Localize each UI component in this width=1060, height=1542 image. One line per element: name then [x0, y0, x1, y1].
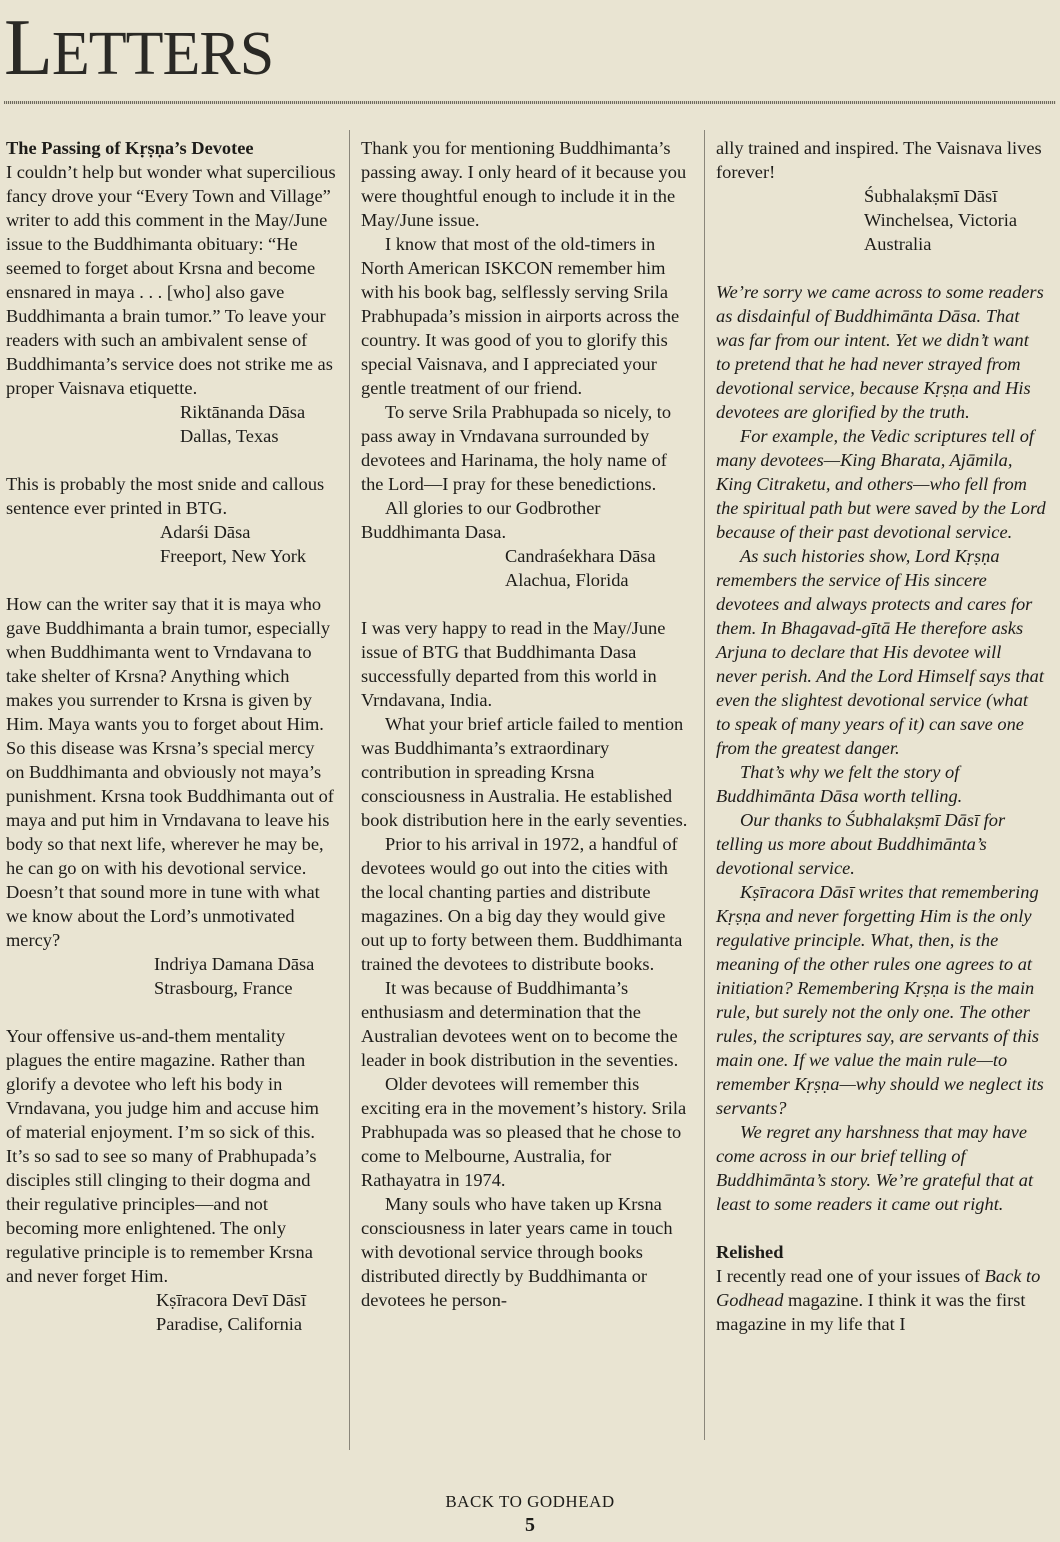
footer-magazine-name: BACK TO GODHEAD — [445, 1492, 615, 1511]
letter-text: I recently read one of your issues of — [716, 1266, 985, 1286]
letter-signature-name: Indriya Damana Dāsa — [154, 954, 315, 974]
column-divider — [349, 130, 350, 1450]
letter-body: To serve Srila Prabhupada so nicely, to pass away in Vrndavana surrounded by devotees and Harinama, the holy name of the Lord—I pray for these benedictions. — [361, 402, 672, 494]
letter-body — [716, 1264, 1046, 1336]
letter-body: Thank you for mentioning Buddhimanta’s passing away. I only heard of it because you were thoughtful enough to include it in the May/June issue. — [361, 138, 687, 230]
editor-reply: That’s why we felt the story of Buddhimānta Dāsa worth telling. — [716, 762, 963, 806]
letter-signature-name: Adarśi Dāsa — [160, 522, 251, 542]
letter-body: Prior to his arrival in 1972, a handful of devotees would go out into the cities with the local chanting parties and distribute magazines. On a big day they would give out up to forty between them. Buddhimanta trained the devotees to distribute books. — [361, 834, 683, 974]
column-3 — [716, 136, 1046, 1336]
letter-text: magazine. I think it was the first magazine in my life that I — [716, 1290, 1026, 1334]
column-2 — [361, 136, 691, 1312]
editor-reply: Our thanks to Śubhalakṣmī Dāsī for telling us more about Buddhimānta’s devotional service. — [716, 810, 1006, 878]
letter-signature-name: Śubhalakṣmī Dāsī — [864, 186, 998, 206]
letter-signature-place: Alachua, Florida — [505, 570, 629, 590]
letter-signature-name: Kṣīracora Devī Dāsī — [156, 1290, 307, 1310]
section-heading: Relished — [716, 1242, 784, 1262]
letter-body: Older devotees will remember this exciting era in the movement’s history. Srila Prabhupada was so pleased that he chose to come to Melbourne, Australia, for Rathayatra in 1974. — [361, 1074, 687, 1190]
section-heading: The Passing of Kṛṣṇa’s Devotee — [6, 138, 254, 158]
letter-body: All glories to our Godbrother Buddhimanta Dasa. — [361, 498, 601, 542]
letter-signature-name: Riktānanda Dāsa — [180, 402, 306, 422]
page-title-rest: ETTERS — [51, 20, 274, 88]
letter-body: How can the writer say that it is maya who gave Buddhimanta a brain tumor, especially when Buddhimanta went to Vrndavana to take shelter of Krsna? Anything which makes you surrender to Krsna is given by Him. Maya wants you to forget about Him. So this disease was Krsna’s special mercy on Buddhimanta and obviously not maya’s punishment. Krsna took Buddhimanta out of maya and put him in Vrndavana to leave his body so that next life, wherever he may be, he can go on with his devotional service. Doesn’t that sound more in tune with what we know about the Lord’s unmotivated mercy? — [6, 594, 334, 950]
letter-body: I know that most of the old-timers in North American ISKCON remember him with his book bag, selflessly serving Srila Prabhupada’s mission in airports across the country. It was good of you to glorify this special Vaisnava, and I appreciated your gentle treatment of our friend. — [361, 234, 680, 398]
editor-reply: For example, the Vedic scriptures tell of many devotees—King Bharata, Ajāmila, King Citraketu, and others—who fell from the spiritual path but were saved by the Lord because of their past devotional service. — [716, 426, 1046, 542]
page-title-initial: L — [4, 4, 52, 92]
letter-body: I couldn’t help but wonder what supercilious fancy drove your “Every Town and Village” writer to add this comment in the May/June issue to the Buddhimanta obituary: “He seemed to forget about Krsna and become ensnared in maya . . . [who] also gave Buddhimanta a brain tumor.” To leave your readers with such an ambivalent sense of Buddhimanta’s service does not strike me as proper Vaisnava etiquette. — [6, 162, 336, 398]
letter-signature-place: Strasbourg, France — [154, 978, 293, 998]
letter-signature-place: Australia — [864, 234, 932, 254]
editor-reply: We regret any harshness that may have come across in our brief telling of Buddhimānta’s story. We’re grateful that at least to some readers it came out right. — [716, 1122, 1034, 1214]
letter-signature-place: Dallas, Texas — [180, 426, 279, 446]
editor-reply: We’re sorry we came across to some readers as disdainful of Buddhimānta Dāsa. That was far from our intent. Yet we didn’t want to pretend that he had never strayed from devotional service, because Kṛṣṇa and His devotees are glorified by the truth. — [716, 282, 1044, 422]
letter-body: What your brief article failed to mention was Buddhimanta’s extraordinary contribution in spreading Krsna consciousness in Australia. He established book distribution here in the early seventies. — [361, 714, 688, 830]
letter-body: Many souls who have taken up Krsna consciousness in later years came in touch with devotional service through books distributed directly by Buddhimanta or devotees he person- — [361, 1194, 673, 1310]
letter-signature-name: Candraśekhara Dāsa — [505, 546, 656, 566]
letter-body: Your offensive us-and-them mentality plagues the entire magazine. Rather than glorify a devotee who left his body in Vrndavana, you judge him and accuse him of material enjoyment. I’m so sick of this. It’s so sad to see so many of Prabhupada’s disciples still clinging to their dogma and their regulative principles—and not becoming more enlightened. The only regulative principle is to remember Krsna and never forget Him. — [6, 1026, 319, 1286]
page-number: 5 — [525, 1514, 535, 1536]
title-rule — [4, 101, 1056, 104]
letter-body: It was because of Buddhimanta’s enthusiasm and determination that the Australian devotees went on to become the leader in book distribution in the seventies. — [361, 978, 679, 1070]
letter-body: I was very happy to read in the May/June issue of BTG that Buddhimanta Dasa successfully departed from this world in Vrndavana, India. — [361, 618, 666, 710]
editor-reply: As such histories show, Lord Kṛṣṇa remembers the service of His sincere devotees and always protects and cares for them. In Bhagavad-gītā He therefore asks Arjuna to declare that His devotee will never perish. And the Lord Himself says that even the slightest devotional service (what to speak of many years of it) can save one from the greatest danger. — [716, 546, 1044, 758]
letter-signature-place: Winchelsea, Victoria — [864, 210, 1018, 230]
magazine-title: Back to Godhead — [716, 1266, 1041, 1310]
letter-body: This is probably the most snide and callous sentence ever printed in BTG. — [6, 474, 325, 518]
editor-reply: Kṣīracora Dāsī writes that remembering Kṛṣṇa and never forgetting Him is the only regulative principle. What, then, is the meaning of the other rules one agrees to at initiation? Remembering Kṛṣṇa is the main rule, but surely not the only one. The other rules, the scriptures say, are servants of this main one. If we value the main rule—to remember Kṛṣṇa—why should we neglect its servants? — [716, 882, 1044, 1118]
letter-signature-place: Paradise, California — [156, 1314, 303, 1334]
letter-body: ally trained and inspired. The Vaisnava lives forever! — [716, 138, 1042, 182]
letter-signature-place: Freeport, New York — [160, 546, 307, 566]
column-1 — [6, 136, 336, 1336]
page-title — [4, 4, 273, 98]
column-divider — [704, 130, 705, 1440]
